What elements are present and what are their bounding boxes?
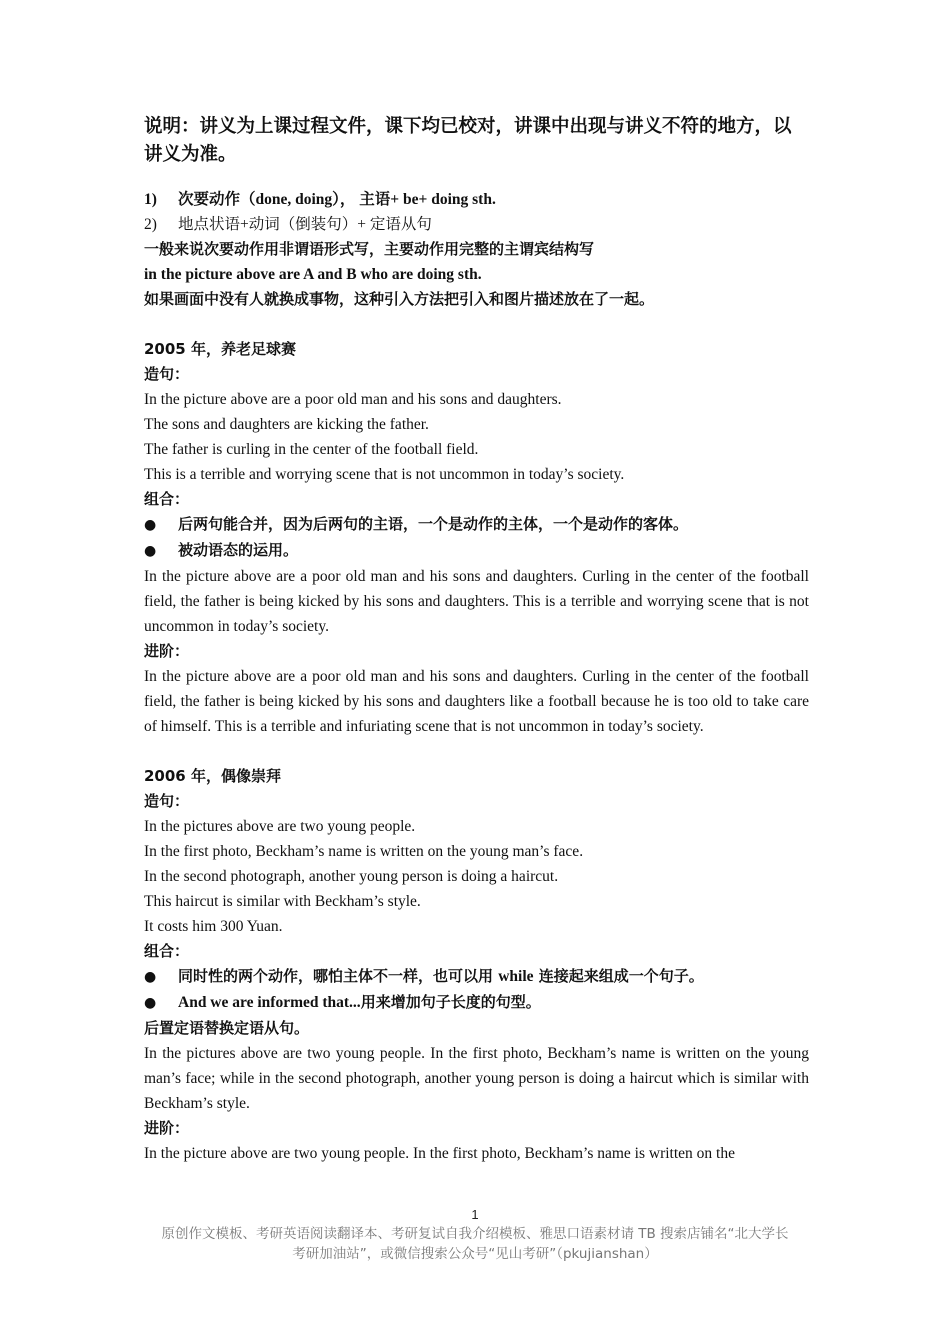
point-2-number: 2) bbox=[144, 216, 157, 233]
section-2006-sentence: This haircut is similar with Beckham’s style. bbox=[144, 893, 421, 910]
section-2005-sentence: The father is curling in the center of the football field. bbox=[144, 441, 479, 458]
section-2006-sentence: In the first photo, Beckham’s name is written on the young man’s face. bbox=[144, 843, 584, 860]
footer-line-1: 原创作文模板、考研英语阅读翻译本、考研复试自我介绍模板、雅思口语素材请 TB 搜索店铺名“北大学长 bbox=[161, 1226, 789, 1242]
section-2005-sentence: In the picture above are a poor old man and his sons and daughters. bbox=[144, 391, 562, 408]
page-footer bbox=[0, 1206, 950, 1264]
point-1-text: 次要动作（done, doing）， 主语+ be+ doing sth. bbox=[178, 191, 496, 208]
section-2005-sentence: The sons and daughters are kicking the father. bbox=[144, 416, 429, 433]
section-2005-sentence: This is a terrible and worrying scene that is not uncommon in today’s society. bbox=[144, 466, 625, 483]
point-2 bbox=[144, 212, 809, 237]
section-2006-sentence: In the pictures above are two young people. bbox=[144, 818, 416, 835]
note-3: 如果画面中没有人就换成事物，这种引入方法把引入和图片描述放在了一起。 bbox=[144, 290, 655, 308]
section-2005-combine-label: 组合： bbox=[144, 490, 190, 508]
section-2006-sentence: It costs him 300 Yuan. bbox=[144, 918, 283, 935]
note-1: 一般来说次要动作用非谓语形式写，主要动作用完整的主谓宾结构写 bbox=[144, 240, 595, 258]
section-2006-bullet: ● And we are informed that...用来增加句子长度的句型。 bbox=[144, 990, 809, 1016]
section-2006-combine-label: 组合： bbox=[144, 942, 190, 960]
section-2006-make-label: 造句： bbox=[144, 792, 190, 810]
section-2005-advanced-label: 进阶： bbox=[144, 642, 190, 660]
section-2005-advanced: In the picture above are a poor old man and his sons and daughters. Curling in the center of the football field, the father is being kicked by his sons and daughters like a football because he is too old to take care of himself. This is a terrible and infuriating scene that is not uncommon in today’s society. bbox=[144, 668, 809, 735]
section-2005-bullet: ● 后两句能合并，因为后两句的主语，一个是动作的主体，一个是动作的客体。 bbox=[144, 512, 809, 538]
section-2006-advanced: In the picture above are two young people. In the first photo, Beckham’s name is written on the bbox=[144, 1145, 735, 1162]
section-2006-combined: In the pictures above are two young people. In the first photo, Beckham’s name is written on the young man’s face; while in the second photograph, another young person is doing a haircut which is similar with Beckham’s style. bbox=[144, 1045, 809, 1112]
section-2006-advanced-label: 进阶： bbox=[144, 1119, 190, 1137]
section-2006-bullet: ● 同时性的两个动作，哪怕主体不一样，也可以用 while 连接起来组成一个句子。 bbox=[144, 964, 809, 990]
bullet-dot-icon: ● bbox=[144, 517, 157, 533]
intro-note: 说明：讲义为上课过程文件，课下均已校对，讲课中出现与讲义不符的地方，以讲义为准。 bbox=[144, 116, 792, 165]
bullet-dot-icon: ● bbox=[144, 969, 157, 985]
point-2-text: 地点状语+动词（倒装句）+ 定语从句 bbox=[178, 216, 432, 233]
note-2: in the picture above are A and B who are doing sth. bbox=[144, 266, 482, 283]
point-1 bbox=[144, 187, 809, 212]
footer-line-2: 考研加油站”，或微信搜索公众号“见山考研”（pkujianshan） bbox=[292, 1246, 658, 1262]
section-2006-postposition-note: 后置定语替换定语从句。 bbox=[144, 1019, 310, 1037]
section-2005-bullet: ● 被动语态的运用。 bbox=[144, 538, 809, 564]
section-2006-heading: 2006 年，偶像崇拜 bbox=[144, 767, 281, 785]
section-2005-heading: 2005 年，养老足球赛 bbox=[144, 340, 296, 358]
section-2006-sentence: In the second photograph, another young person is doing a haircut. bbox=[144, 868, 559, 885]
section-2005-make-label: 造句： bbox=[144, 365, 190, 383]
page-number: 1 bbox=[471, 1207, 479, 1222]
section-2005-combined: In the picture above are a poor old man and his sons and daughters. Curling in the center of the football field, the father is being kicked by his sons and daughters. This is a terrible and worrying scene that is not uncommon in today’s society. bbox=[144, 568, 809, 635]
bullet-dot-icon: ● bbox=[144, 995, 157, 1011]
point-1-number: 1) bbox=[144, 191, 157, 208]
bullet-dot-icon: ● bbox=[144, 543, 157, 559]
document-body bbox=[144, 113, 809, 1166]
